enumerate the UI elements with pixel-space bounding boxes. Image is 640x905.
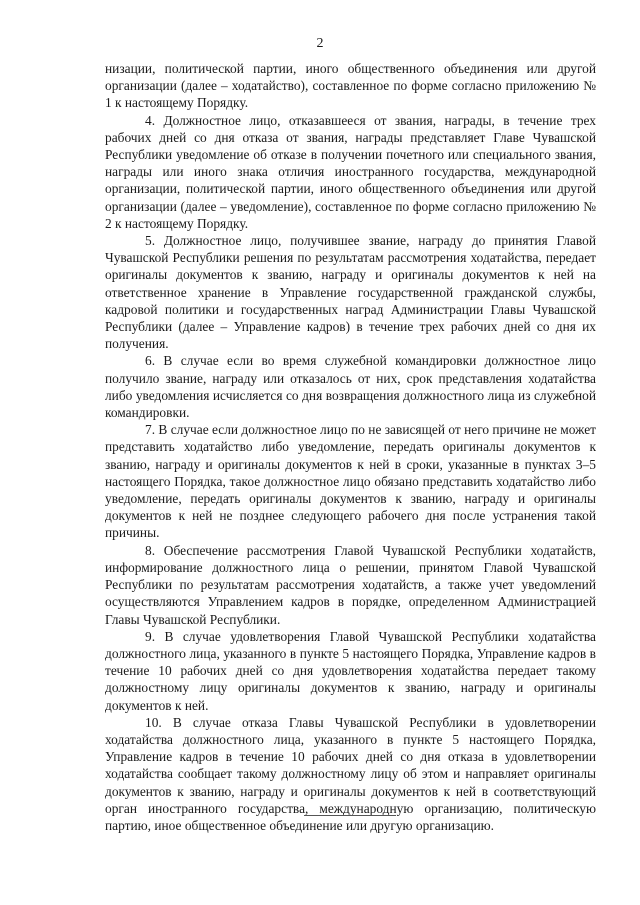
end-of-document-rule <box>304 815 396 816</box>
page-number: 2 <box>316 36 324 51</box>
paragraph-10: 10. В случае отказа Главы Чувашской Республики в удовлетворении ходатайства должностного лица, указанного в пункте 5 настоящего Порядка, Управление кадров в течение 10 рабочих дней со дня отказа в удовлетворении ходатайства сообщает такому должностному лицу об этом и направляет оригиналы документов к званию, награду и оригиналы документов к ней в соответствующий орган иностранного государства, международную организацию, политическую партию, иное общественное объединение или другую организацию. <box>105 714 596 833</box>
paragraph-8: 8. Обеспечение рассмотрения Главой Чувашской Республики ходатайств, информирование должностного лица о решении, принятом Главой Чувашской Республики по результатам рассмотрения ходатайств, а также учет уведомлений осуществляются Управлением кадров в порядке, определенном Администрацией Главы Чувашской Республики. <box>105 542 596 627</box>
paragraph-4: 4. Должностное лицо, отказавшееся от звания, награды, в течение трех рабочих дней со дня отказа от звания, награды представляет Главе Чувашской Республики уведомление об отказе в получении почетного или специального звания, награды или иного знака отличия иностранного государства, международной организации, политической партии, иного общественного объединения или другой организации (далее – уведомление), составленное по форме согласно приложению № 2 к настоящему Порядку. <box>105 112 596 231</box>
paragraph-6: 6. В случае если во время служебной командировки должностное лицо получило звание, награду или отказалось от них, срок представления ходатайства либо уведомления исчисляется со дня возвращения должностного лица из служебной командировки. <box>105 353 596 421</box>
paragraph-continuation: низации, политической партии, иного общественного объединения или другой организации (далее – ходатайство), составленное по форме согласно приложению № 1 к настоящему Порядку. <box>105 61 596 111</box>
paragraph-9: 9. В случае удовлетворения Главой Чувашской Республики ходатайства должностного лица, указанного в пункте 5 настоящего Порядка, Управление кадров в течение 10 рабочих дней со дня удовлетворения ходатайства передает такому должностному лицу оригиналы документов к званию, награду и оригиналы документов к ней. <box>105 628 596 713</box>
document-body <box>105 60 596 834</box>
paragraph-7: 7. В случае если должностное лицо по не зависящей от него причине не может представить ходатайство либо уведомление, передать оригиналы документов к званию, награду и оригиналы документов к ней в сроки, указанные в пунктах 3–5 настоящего Порядка, такое должностное лицо обязано представить ходатайство либо уведомление, передать оригиналы документов к званию, награду и оригиналы документов к ней не позднее следующего рабочего дня после устранения такой причины. <box>105 422 596 541</box>
paragraph-5: 5. Должностное лицо, получившее звание, награду до принятия Главой Чувашской Республики решения по результатам рассмотрения ходатайства, передает оригиналы документов к званию, награду и оригиналы документов к ней на ответственное хранение в Управление государственной гражданской службы, кадровой политики и государственных наград Администрации Главы Чувашской Республики (далее – Управление кадров) в течение трех рабочих дней со дня их получения. <box>105 233 596 352</box>
